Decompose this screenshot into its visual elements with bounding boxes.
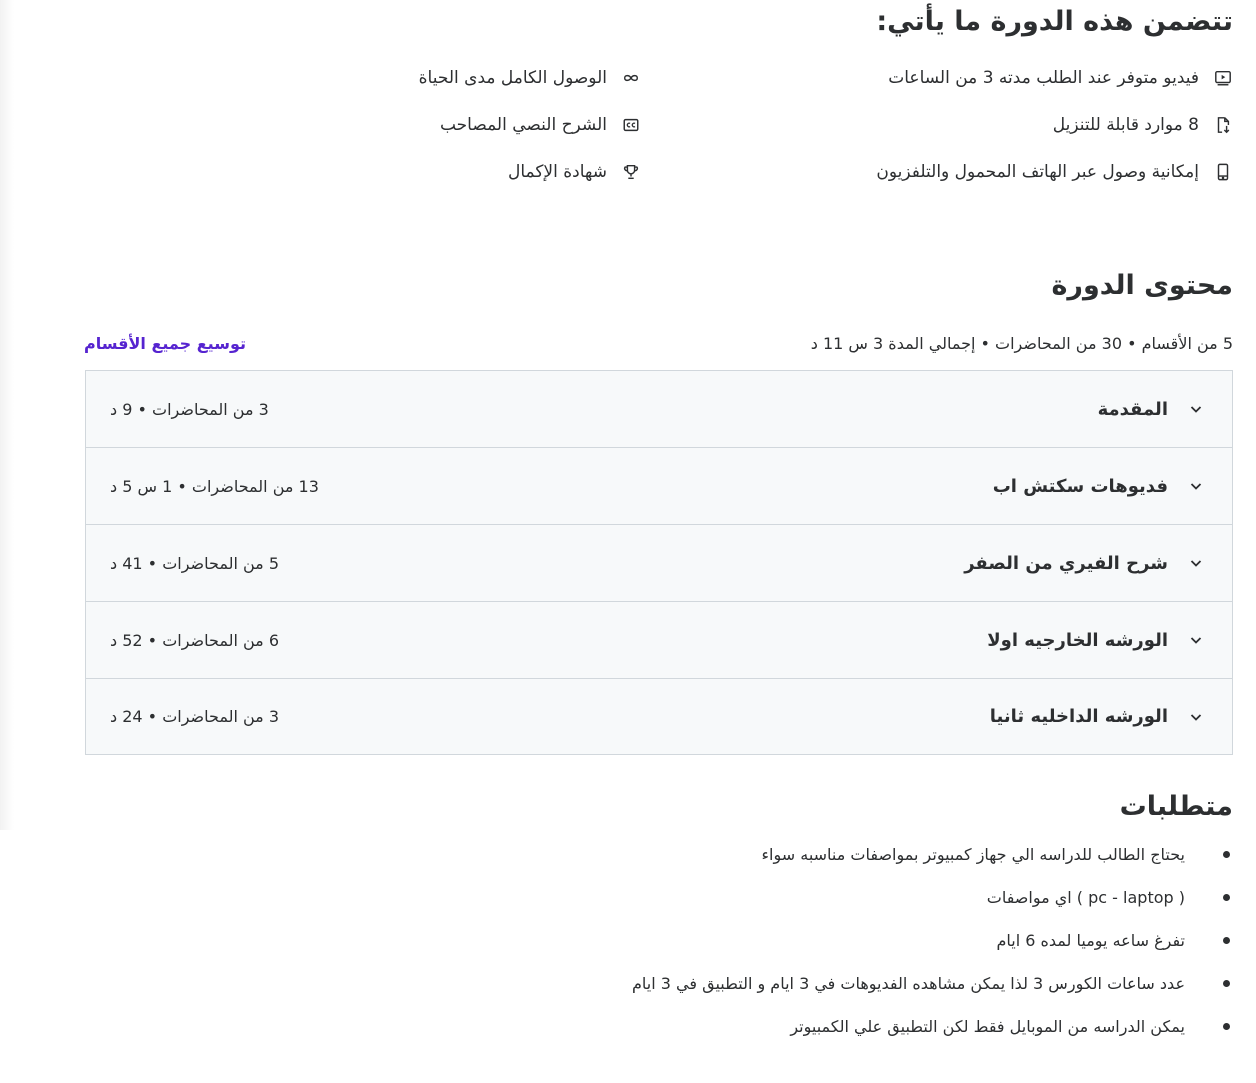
section-header[interactable] (86, 679, 1232, 754)
bullet (1223, 894, 1230, 901)
course-content-summary-row (85, 329, 1233, 357)
list-item (85, 1005, 1233, 1048)
list-item (85, 962, 1233, 1005)
list-item (85, 919, 1233, 962)
expand-all-sections-button[interactable]: توسيع جميع الأقسام (84, 333, 246, 353)
includes-list (85, 54, 1233, 195)
section-meta: 3 من المحاضرات • 24 د (110, 707, 279, 726)
include-item-certificate (85, 148, 641, 195)
section-title-group (990, 706, 1204, 727)
course-content-summary: 5 من الأقسام • 30 من المحاضرات • إجمالي المدة 3 س 11 د (810, 333, 1233, 353)
chevron-down-icon (1188, 632, 1204, 648)
requirement-text: يمكن الدراسه من الموبايل فقط لكن التطبيق علي الكمبيوتر (790, 1017, 1185, 1036)
section-title-group (1098, 399, 1204, 420)
left-edge-shadow (0, 0, 14, 830)
section-meta: 3 من المحاضرات • 9 د (110, 399, 269, 419)
video-icon (1213, 68, 1233, 88)
requirement-text: عدد ساعات الكورس 3 لذا يمكن مشاهده الفديوهات في 3 ايام و التطبيق في 3 ايام (632, 974, 1185, 993)
bullet (1223, 1023, 1230, 1030)
closed-captions-icon (621, 115, 641, 135)
chevron-down-icon (1188, 709, 1204, 725)
section-title: شرح الفيري من الصفر (964, 552, 1168, 574)
section-title: المقدمة (1097, 398, 1168, 420)
list-item (85, 833, 1233, 876)
requirement-text: تفرغ ساعه يوميا لمده 6 ايام (996, 931, 1185, 950)
requirement-text: يحتاج الطالب للدراسه الي جهاز كمبيوتر بمواصفات مناسبه سواء (761, 845, 1185, 864)
download-file-icon (1213, 115, 1233, 135)
course-details (85, 0, 1233, 1048)
section-meta: 6 من المحاضرات • 52 د (110, 630, 279, 650)
section-meta: 13 من المحاضرات • 1 س 5 د (110, 476, 319, 496)
course-content-title: محتوى الدورة (1051, 270, 1233, 301)
section-title: فديوهات سكتش اب (992, 475, 1168, 497)
include-item-lifetime (85, 54, 641, 101)
include-item-mobile (641, 148, 1233, 195)
section-header[interactable] (86, 602, 1232, 679)
section-title-group (987, 630, 1204, 651)
requirements-list (85, 833, 1233, 1048)
curriculum-sections (85, 370, 1233, 755)
include-label: شهادة الإكمال (507, 161, 607, 182)
include-item-resources (641, 101, 1233, 148)
include-label: الوصول الكامل مدى الحياة (418, 67, 607, 88)
chevron-down-icon (1188, 555, 1204, 571)
bullet (1223, 851, 1230, 858)
bullet (1223, 937, 1230, 944)
chevron-down-icon (1188, 401, 1204, 417)
requirements-title: متطلبات (1119, 791, 1233, 822)
include-item-captions (85, 101, 641, 148)
include-label: إمكانية وصول عبر الهاتف المحمول والتلفزيون (876, 161, 1199, 182)
section-header[interactable] (86, 525, 1232, 602)
mobile-icon (1213, 162, 1233, 182)
include-label: 8 موارد قابلة للتنزيل (1052, 114, 1199, 135)
section-header[interactable] (86, 448, 1232, 525)
includes-title: تتضمن هذه الدورة ما يأتي: (876, 6, 1233, 37)
section-title-group (993, 476, 1204, 497)
requirement-text: ( pc - laptop ) اي مواصفات (986, 888, 1185, 907)
trophy-icon (621, 162, 641, 182)
section-title: الورشه الخارجيه اولا (987, 629, 1168, 651)
section-title-group (964, 553, 1204, 574)
bullet (1223, 980, 1230, 987)
section-title: الورشه الداخليه ثانيا (989, 706, 1168, 727)
section-meta: 5 من المحاضرات • 41 د (110, 553, 279, 573)
infinity-icon (621, 68, 641, 88)
list-item (85, 876, 1233, 919)
include-item-video (641, 54, 1233, 101)
chevron-down-icon (1188, 478, 1204, 494)
section-header[interactable] (86, 371, 1232, 448)
include-label: الشرح النصي المصاحب (439, 114, 607, 135)
include-label: فيديو متوفر عند الطلب مدته 3 من الساعات (888, 67, 1199, 88)
